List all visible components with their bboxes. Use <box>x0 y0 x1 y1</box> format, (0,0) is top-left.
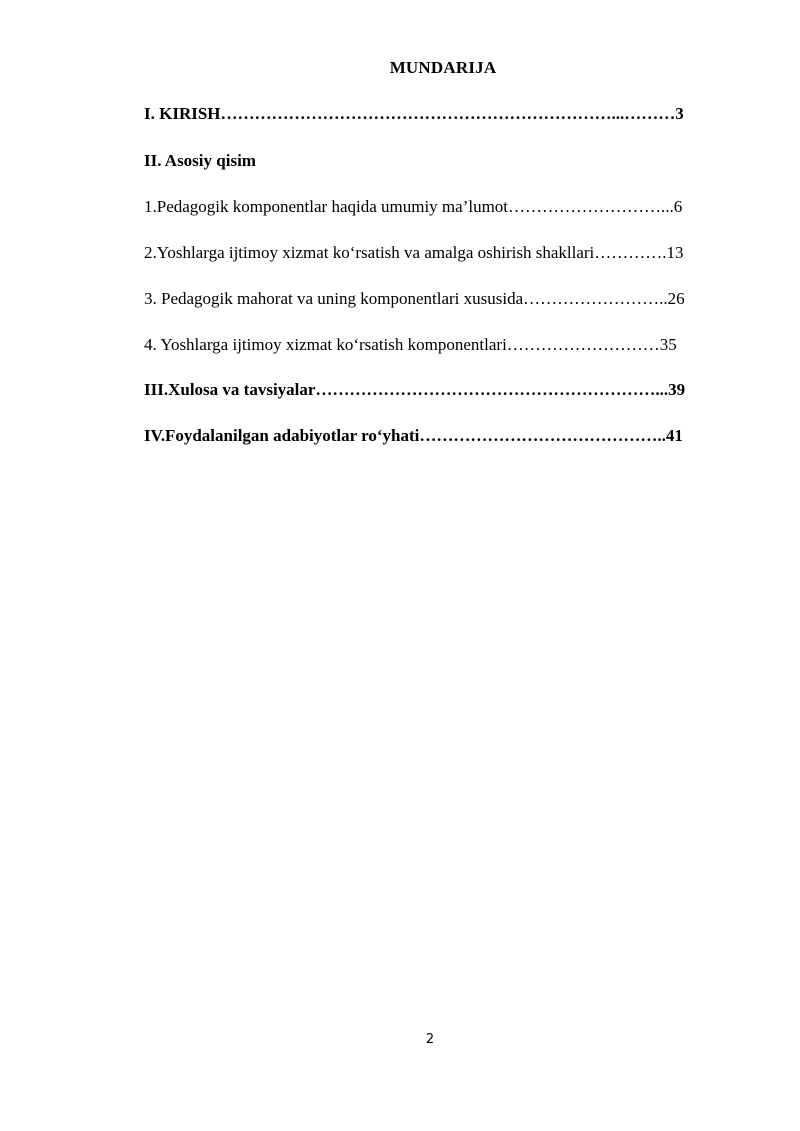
toc-entry-1: 1.Pedagogik komponentlar haqida umumiy ma’lumot………………………...6 <box>144 197 683 216</box>
toc-entry-xulosa: III.Xulosa va tavsiyalar……………………………………………………...39 <box>144 380 686 399</box>
toc-entry-asosiy-qisim: II. Asosiy qisim <box>144 151 256 170</box>
toc-entry-3: 3. Pedagogik mahorat va uning komponentlari xususida……………………..26 <box>144 289 685 308</box>
toc-entry-4: 4. Yoshlarga ijtimoy xizmat ko‘rsatish komponentlari………………………35 <box>144 335 677 354</box>
toc-entry-2: 2.Yoshlarga ijtimoy xizmat ko‘rsatish va amalga oshirish shakllari………….13 <box>144 243 684 262</box>
toc-entry-adabiyotlar: IV.Foydalanilgan adabiyotlar ro‘yhati……………………………………..41 <box>144 426 683 445</box>
toc-entry-kirish: I. KIRISH……………………………………………………………...………3 <box>144 104 684 123</box>
page-number: 2 <box>425 1032 435 1047</box>
toc-title: MUNDARIJA <box>389 58 497 77</box>
